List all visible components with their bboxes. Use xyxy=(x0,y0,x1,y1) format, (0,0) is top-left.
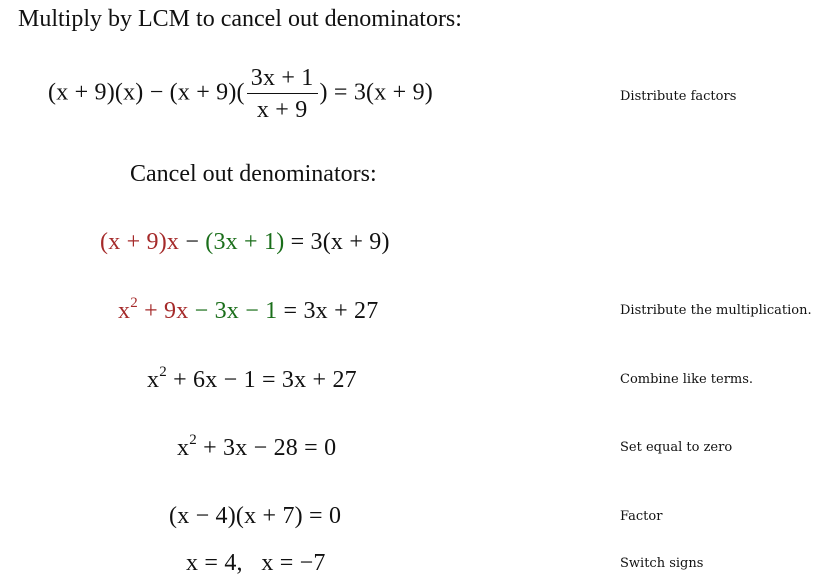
equation-cancelled-green-term: (3x + 1) xyxy=(205,229,285,255)
equation-combined xyxy=(147,364,357,393)
fraction-denominator: x + 9 xyxy=(256,97,308,123)
equation-cancelled-right: = 3(x + 9) xyxy=(284,229,390,255)
equation-solutions: x = 4, x = −7 xyxy=(186,550,326,576)
equation-factored: (x − 4)(x + 7) = 0 xyxy=(169,503,342,529)
equation-distributed-green-term: − 3x − 1 xyxy=(188,298,278,324)
equation-lcm-multiplied xyxy=(48,66,433,122)
note-combine-like-terms: Combine like terms. xyxy=(620,372,754,387)
equation-lcm-right: ) = 3(x + 9) xyxy=(319,79,433,106)
equation-distributed xyxy=(118,295,379,324)
equation-zero-set-exponent: 2 xyxy=(189,432,197,448)
note-distribute-multiplication: Distribute the multiplication. xyxy=(620,303,812,318)
equation-zero-set-rest: + 3x − 28 = 0 xyxy=(196,435,337,461)
equation-combined-exponent: 2 xyxy=(159,364,167,380)
equation-cancelled-minus: − xyxy=(179,229,206,255)
equation-lcm-left: (x + 9)(x) − (x + 9)( xyxy=(48,79,245,106)
heading-cancel-denominators: Cancel out denominators: xyxy=(130,161,377,187)
equation-zero-set xyxy=(177,432,337,461)
heading-multiply-lcm: Multiply by LCM to cancel out denominators: xyxy=(18,6,462,32)
equation-combined-base: x xyxy=(147,367,160,393)
note-factor: Factor xyxy=(620,509,663,524)
equation-combined-rest: + 6x − 1 = 3x + 27 xyxy=(166,367,357,393)
equation-cancelled xyxy=(100,230,390,254)
equation-distributed-red-rest: + 9x xyxy=(137,298,189,324)
equation-cancelled-red-term: (x + 9)x xyxy=(100,229,180,255)
note-switch-signs: Switch signs xyxy=(620,556,704,571)
equation-distributed-right: = 3x + 27 xyxy=(277,298,379,324)
note-distribute-factors: Distribute factors xyxy=(620,89,737,104)
note-set-equal-zero: Set equal to zero xyxy=(620,440,733,455)
fraction-numerator: 3x + 1 xyxy=(247,66,318,94)
equation-zero-set-base: x xyxy=(177,435,190,461)
equation-distributed-red-base: x xyxy=(118,298,131,324)
equation-distributed-red-exponent: 2 xyxy=(130,295,138,311)
fraction xyxy=(247,66,318,122)
